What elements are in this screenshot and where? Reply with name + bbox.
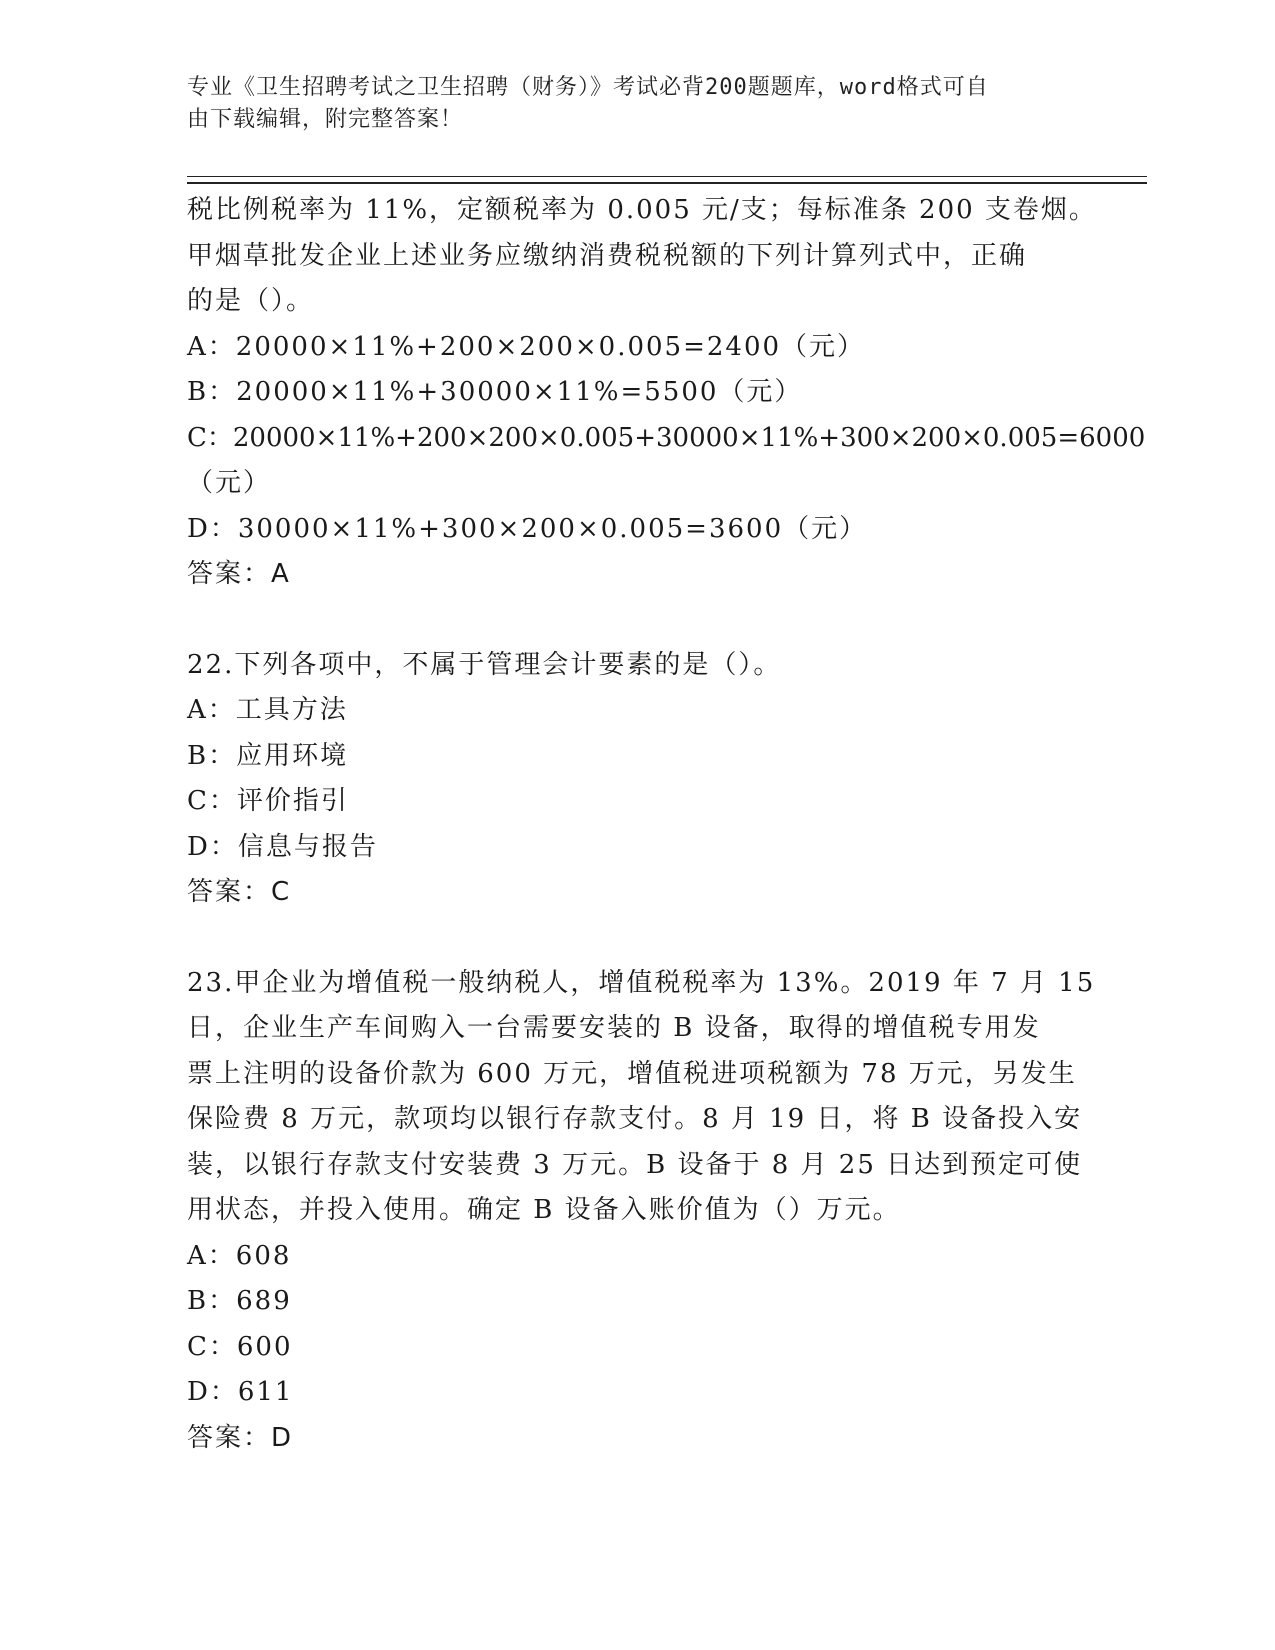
q21-stem-line-2: 甲烟草批发企业上述业务应缴纳消费税税额的下列计算列式中，正确 bbox=[187, 240, 1028, 271]
q23-option-d: D：611 bbox=[187, 1377, 294, 1407]
q22-option-d: D：信息与报告 bbox=[187, 831, 378, 862]
q23-stem-line-4: 保险费 8 万元，款项均以银行存款支付。8 月 19 日，将 B 设备投入安 bbox=[187, 1104, 1083, 1134]
q23-stem-line-1: 23.甲企业为增值税一般纳税人，增值税税率为 13%。2019 年 7 月 15 bbox=[187, 967, 1096, 998]
q23-option-c: C：600 bbox=[187, 1331, 293, 1362]
q23-answer: 答案：D bbox=[187, 1422, 294, 1453]
question-23 bbox=[187, 961, 1096, 1462]
header-rule-thick bbox=[187, 182, 1147, 184]
question-spacer bbox=[187, 598, 1087, 643]
q23-stem-line-3: 票上注明的设备价款为 600 万元，增值税进项税额为 78 万元，另发生 bbox=[187, 1058, 1077, 1089]
document-header bbox=[187, 72, 1067, 136]
q23-option-b: B：689 bbox=[187, 1286, 292, 1316]
q23-stem-line-2: 日，企业生产车间购入一台需要安装的 B 设备，取得的增值税专用发 bbox=[187, 1013, 1041, 1043]
q21-answer: 答案：A bbox=[187, 559, 291, 589]
header-rule-thin bbox=[187, 176, 1147, 177]
q21-option-c-continued: （元） bbox=[187, 468, 272, 498]
question-21 bbox=[187, 188, 1146, 598]
q22-option-c: C：评价指引 bbox=[187, 786, 349, 816]
header-line-1: 专业《卫生招聘考试之卫生招聘（财务）》考试必背200题题库，word格式可自 bbox=[187, 75, 989, 100]
q23-option-a: A：608 bbox=[187, 1240, 292, 1271]
q21-option-b: B：20000×11%+30000×11%=5500（元） bbox=[187, 377, 803, 407]
q21-stem-line-3: 的是（）。 bbox=[187, 286, 315, 316]
q21-option-d: D：30000×11%+300×200×0.005=3600（元） bbox=[187, 513, 868, 544]
q22-stem: 22.下列各项中，不属于管理会计要素的是（）。 bbox=[187, 649, 782, 680]
question-spacer bbox=[187, 916, 1087, 961]
q22-option-b: B：应用环境 bbox=[187, 740, 349, 771]
q22-option-a: A：工具方法 bbox=[187, 695, 348, 725]
q21-stem-line-1: 税比例税率为 11%，定额税率为 0.005 元/支；每标准条 200 支卷烟。 bbox=[187, 195, 1097, 225]
q21-option-c: C：20000×11%+200×200×0.005+30000×11%+300×200×0.005=6000 bbox=[187, 422, 1146, 453]
q23-stem-line-5: 装，以银行存款支付安装费 3 万元。B 设备于 8 月 25 日达到预定可使 bbox=[187, 1149, 1083, 1180]
q21-option-a: A：20000×11%+200×200×0.005=2400（元） bbox=[187, 331, 866, 362]
q23-stem-line-6: 用状态，并投入使用。确定 B 设备入账价值为（）万元。 bbox=[187, 1195, 901, 1225]
header-line-2: 由下载编辑，附完整答案！ bbox=[187, 107, 464, 132]
question-22 bbox=[187, 643, 1087, 916]
question-content bbox=[187, 188, 1146, 1461]
q22-answer: 答案：C bbox=[187, 877, 292, 907]
